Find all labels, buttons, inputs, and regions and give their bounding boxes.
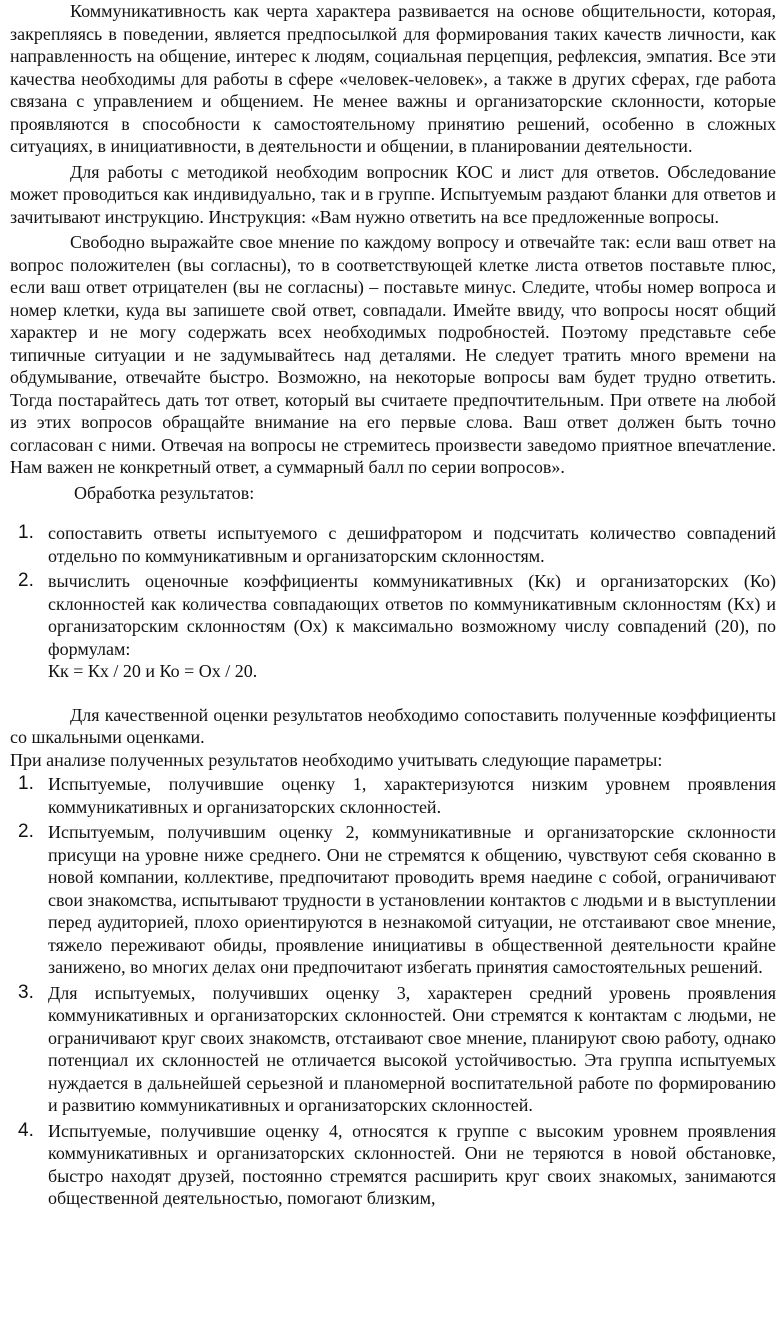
list-item [10, 773, 776, 818]
list-item [10, 1120, 776, 1210]
processing-steps-list [10, 522, 776, 683]
paragraph-parameters-intro: При анализе полученных результатов необходимо учитывать следующие параметры: [10, 749, 663, 770]
list-item-number: 3. [18, 981, 34, 1003]
list-item [10, 982, 776, 1117]
paragraph-instruction: Свободно выражайте свое мнение по каждому вопросу и отвечайте так: если ваш ответ на вопрос положителен (вы согласны), то в соответствующей клетке листа ответов поставьте плюс, если ваш ответ отрицателен (вы не согласны) – поставьте минус. Следите, чтобы номер вопроса и номер клетки, куда вы запишете свой ответ, совпадали. Имейте ввиду, что вопросы носят общий характер и не могу содержать всех необходимых подробностей. Поэтому представьте себе типичные ситуации и не задумывайтесь над деталями. Не следует тратить много времени на обдумывание, отвечайте быстро. Возможно, на некоторые вопросы вам будет трудно ответить. Тогда постарайтесь дать тот ответ, который вы считаете предпочтительным. При ответе на любой из этих вопросов обращайте внимание на его первые слова. Ваш ответ должен быть точно согласован с ними. Отвечая на вопросы не стремитесь произвести заведомо приятное впечатление. Нам важен не конкретный ответ, а суммарный балл по серии вопросов». [10, 232, 776, 477]
list-item [10, 522, 776, 567]
paragraph-method-materials: Для работы с методикой необходим вопросник КОС и лист для ответов. Обследование может проводиться как индивидуально, так и в группе. Испытуемым раздают бланки для ответов и зачитывают инструкцию. Инструкция: «Вам нужно ответить на все предложенные вопросы. [10, 161, 776, 227]
list-item-number: 1. [18, 773, 34, 794]
list-item-text: Для испытуемых, получивших оценку 3, характерен средний уровень проявления коммуникативных и организаторских склонностей. Они стремятся к контактам с людьми, не ограничивают круг своих знакомств, отстаивают свое мнение, планируют свою работу, однако потенциал их склонностей не отличается высокой устойчивостью. Эта группа испытуемых нуждается в дальнейшей серьезной и планомерной воспитательной работе по формированию и развитию коммуникативных и организаторских склонностей. [48, 982, 776, 1115]
list-item-number: 1. [18, 522, 34, 543]
list-item-number: 2. [18, 821, 34, 842]
list-item-text: Испытуемые, получившие оценку 1, характеризуются низким уровнем проявления коммуникативных и организаторских склонностей. [48, 774, 776, 817]
list-item [10, 821, 776, 979]
list-item-text: вычислить оценочные коэффициенты коммуникативных (Кк) и организаторских (Ко) склонностей как количества совпадающих ответов по коммуникативным склонностям (Кх) и организаторским склонностям (Ох) к максимально возможному числу совпадений (20), по формулам: [48, 571, 776, 659]
paragraph-communicativeness: Коммуникативность как черта характера развивается на основе общительности, которая, закрепляясь в поведении, является предпосылкой для формирования таких качеств личности, как направленность на общение, интерес к людям, социальная перцепция, рефлексия, эмпатия. Все эти качества необходимы для работы в сфере «человек-человек», а также в других сферах, где работа связана с управлением и общением. Не менее важны и организаторские склонности, которые проявляются в способности к самостоятельному принятию решений, особенно в сложных ситуациях, в инициативности, в деятельности и общении, в планировании деятельности. [10, 1, 776, 156]
list-item-number: 2. [18, 570, 34, 591]
section-heading-processing: Обработка результатов: [74, 482, 255, 503]
list-item-text: сопоставить ответы испытуемого с дешифратором и подсчитать количество совпадений отдельно по коммуникативным и организаторским склонностям. [48, 523, 776, 566]
score-interpretation-list [10, 773, 776, 1210]
formula: Кк = Кх / 20 и Ко = Ох / 20. [48, 661, 258, 681]
paragraph-qualitative-assessment: Для качественной оценки результатов необходимо сопоставить полученные коэффициенты со шкальными оценками. [10, 704, 776, 747]
list-item-number: 4. [18, 1119, 34, 1141]
list-item-text: Испытуемые, получившие оценку 4, относятся к группе с высоким уровнем проявления коммуникативных и организаторских склонностей. Они не теряются в новой обстановке, быстро находят друзей, постоянно стремятся расширить круг своих знакомых, занимаются общественной деятельностью, помогают близким, [48, 1120, 776, 1208]
list-item-text: Испытуемым, получившим оценку 2, коммуникативные и организаторские склонности присущи на уровне ниже среднего. Они не стремятся к общению, чувствуют себя скованно в новой компании, коллективе, предпочитают проводить время наедине с собой, ограничивают свои знакомства, испытывают трудности в установлении контактов с людьми и в выступлении перед аудиторией, плохо ориентируются в незнакомой ситуации, не отстаивают свое мнение, тяжело переживают обиды, проявление инициативы в общественной деятельности крайне занижено, во многих делах они предпочитают избегать принятия самостоятельных решений. [48, 822, 776, 977]
list-item [10, 570, 776, 683]
spacer [10, 686, 776, 704]
